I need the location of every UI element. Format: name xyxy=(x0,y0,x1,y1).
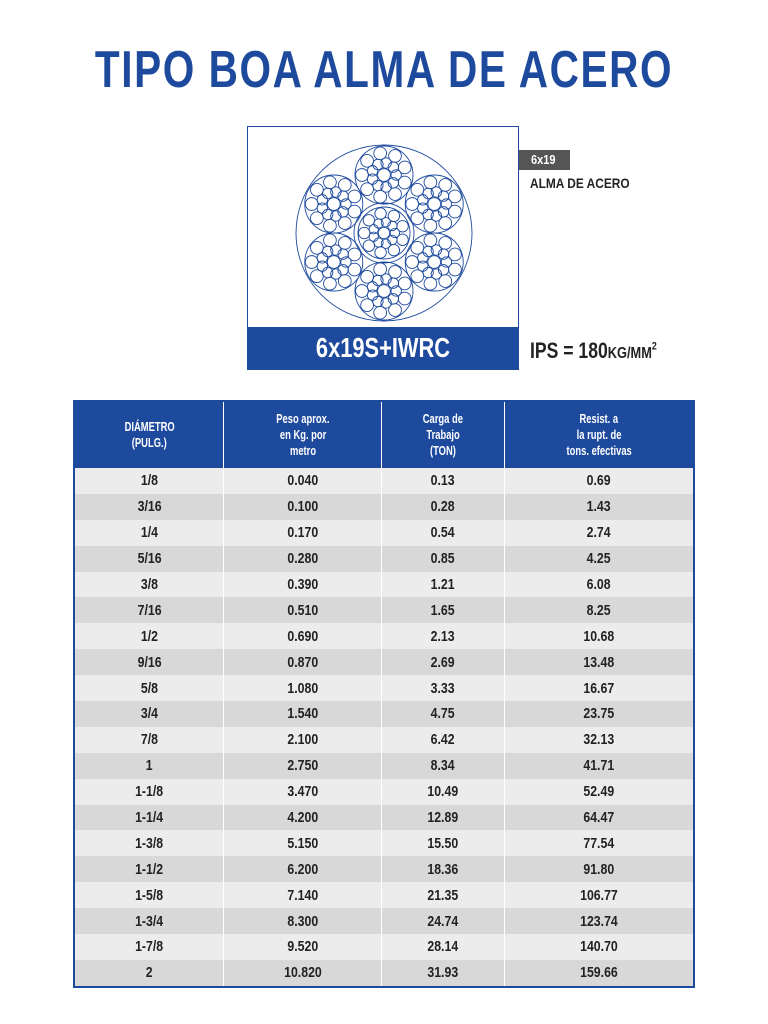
table-cell: 1/4 xyxy=(74,520,224,546)
table-cell: 24.74 xyxy=(381,908,504,934)
table-cell: 0.54 xyxy=(381,520,504,546)
table-cell: 3/8 xyxy=(74,572,224,598)
table-cell: 0.85 xyxy=(381,546,504,572)
table-cell: 0.13 xyxy=(381,468,504,494)
table-row xyxy=(74,597,694,623)
table-cell: 23.75 xyxy=(504,701,694,727)
header-breaking-strength-text: Resist. a la rupt. de tons. efectivas xyxy=(566,411,632,458)
table-row xyxy=(74,960,694,987)
table-cell: 1.43 xyxy=(504,494,694,520)
table-cell: 0.170 xyxy=(224,520,381,546)
table-cell: 106.77 xyxy=(504,882,694,908)
table-cell: 31.93 xyxy=(381,960,504,987)
table-cell: 64.47 xyxy=(504,805,694,831)
table-row xyxy=(74,856,694,882)
table-cell: 0.69 xyxy=(504,468,694,494)
table-cell: 0.510 xyxy=(224,597,381,623)
header-diameter xyxy=(74,401,224,468)
table-cell: 10.49 xyxy=(381,779,504,805)
table-cell: 0.100 xyxy=(224,494,381,520)
table-cell: 2.74 xyxy=(504,520,694,546)
table-cell: 2 xyxy=(74,960,224,987)
construction-tag: 6x19 xyxy=(519,150,570,170)
page-title: TIPO BOA ALMA DE ACERO xyxy=(94,41,674,99)
table-cell: 28.14 xyxy=(381,934,504,960)
table-cell: 1-5/8 xyxy=(74,882,224,908)
table-cell: 159.66 xyxy=(504,960,694,987)
table-cell: 7/8 xyxy=(74,727,224,753)
wire-rope-cross-section-icon xyxy=(292,141,476,325)
table-cell: 1-7/8 xyxy=(74,934,224,960)
table-cell: 1-3/8 xyxy=(74,830,224,856)
table-cell: 10.68 xyxy=(504,623,694,649)
table-cell: 1/8 xyxy=(74,468,224,494)
table-row xyxy=(74,779,694,805)
table-cell: 1-1/8 xyxy=(74,779,224,805)
table-cell: 2.13 xyxy=(381,623,504,649)
table-cell: 41.71 xyxy=(504,753,694,779)
header-weight xyxy=(224,401,381,468)
table-cell: 140.70 xyxy=(504,934,694,960)
table-row xyxy=(74,934,694,960)
table-cell: 2.750 xyxy=(224,753,381,779)
table-cell: 1.540 xyxy=(224,701,381,727)
table-row xyxy=(74,753,694,779)
table-cell: 12.89 xyxy=(381,805,504,831)
header-weight-text: Peso aprox. en Kg. por metro xyxy=(275,411,330,458)
table-row xyxy=(74,520,694,546)
table-cell: 10.820 xyxy=(224,960,381,987)
table-cell: 3.470 xyxy=(224,779,381,805)
table-cell: 5.150 xyxy=(224,830,381,856)
table-cell: 4.200 xyxy=(224,805,381,831)
table-cell: 3.33 xyxy=(381,675,504,701)
ips-spec xyxy=(530,338,657,364)
rope-construction-label: 6x19S+IWRC xyxy=(248,327,518,369)
table-cell: 1.21 xyxy=(381,572,504,598)
table-row xyxy=(74,468,694,494)
table-cell: 1 xyxy=(74,753,224,779)
table-cell: 6.08 xyxy=(504,572,694,598)
table-row xyxy=(74,546,694,572)
table-row xyxy=(74,701,694,727)
table-row xyxy=(74,675,694,701)
ips-exponent: 2 xyxy=(651,340,657,353)
table-row xyxy=(74,830,694,856)
table-cell: 9/16 xyxy=(74,649,224,675)
header-diameter-text: DIÁMETRO (PULG.) xyxy=(124,419,175,450)
table-cell: 2.69 xyxy=(381,649,504,675)
table-cell: 52.49 xyxy=(504,779,694,805)
table-cell: 1-1/4 xyxy=(74,805,224,831)
table-row xyxy=(74,882,694,908)
table-row xyxy=(74,572,694,598)
table-cell: 21.35 xyxy=(381,882,504,908)
table-row xyxy=(74,494,694,520)
ips-unit: KG/MM xyxy=(607,345,652,362)
table-cell: 8.25 xyxy=(504,597,694,623)
table-cell: 0.280 xyxy=(224,546,381,572)
table-cell: 0.28 xyxy=(381,494,504,520)
table-cell: 5/8 xyxy=(74,675,224,701)
table-cell: 0.690 xyxy=(224,623,381,649)
table-row xyxy=(74,623,694,649)
table-cell: 32.13 xyxy=(504,727,694,753)
table-cell: 3/4 xyxy=(74,701,224,727)
table-cell: 13.48 xyxy=(504,649,694,675)
table-cell: 77.54 xyxy=(504,830,694,856)
table-cell: 6.42 xyxy=(381,727,504,753)
table-cell: 6.200 xyxy=(224,856,381,882)
table-cell: 1-3/4 xyxy=(74,908,224,934)
table-row xyxy=(74,727,694,753)
table-cell: 5/16 xyxy=(74,546,224,572)
table-cell: 0.390 xyxy=(224,572,381,598)
table-cell: 8.300 xyxy=(224,908,381,934)
table-cell: 4.25 xyxy=(504,546,694,572)
rope-cross-section-figure xyxy=(247,126,519,370)
table-cell: 0.870 xyxy=(224,649,381,675)
header-working-load-text: Carga de Trabajo (TON) xyxy=(422,411,463,458)
table-cell: 0.040 xyxy=(224,468,381,494)
table-cell: 1-1/2 xyxy=(74,856,224,882)
table-cell: 16.67 xyxy=(504,675,694,701)
rope-spec-table xyxy=(73,400,695,988)
table-cell: 1/2 xyxy=(74,623,224,649)
table-cell: 18.36 xyxy=(381,856,504,882)
table-cell: 91.80 xyxy=(504,856,694,882)
table-row xyxy=(74,805,694,831)
header-breaking-strength xyxy=(504,401,694,468)
table-cell: 9.520 xyxy=(224,934,381,960)
table-cell: 3/16 xyxy=(74,494,224,520)
table-cell: 7/16 xyxy=(74,597,224,623)
table-cell: 4.75 xyxy=(381,701,504,727)
table-cell: 123.74 xyxy=(504,908,694,934)
table-row xyxy=(74,649,694,675)
table-row xyxy=(74,908,694,934)
table-cell: 7.140 xyxy=(224,882,381,908)
table-cell: 1.65 xyxy=(381,597,504,623)
table-cell: 8.34 xyxy=(381,753,504,779)
core-type-label: ALMA DE ACERO xyxy=(530,175,630,191)
ips-prefix: IPS = 180 xyxy=(530,338,608,363)
table-header-row xyxy=(74,401,694,468)
table-cell: 15.50 xyxy=(381,830,504,856)
header-working-load xyxy=(381,401,504,468)
table-cell: 2.100 xyxy=(224,727,381,753)
table-cell: 1.080 xyxy=(224,675,381,701)
